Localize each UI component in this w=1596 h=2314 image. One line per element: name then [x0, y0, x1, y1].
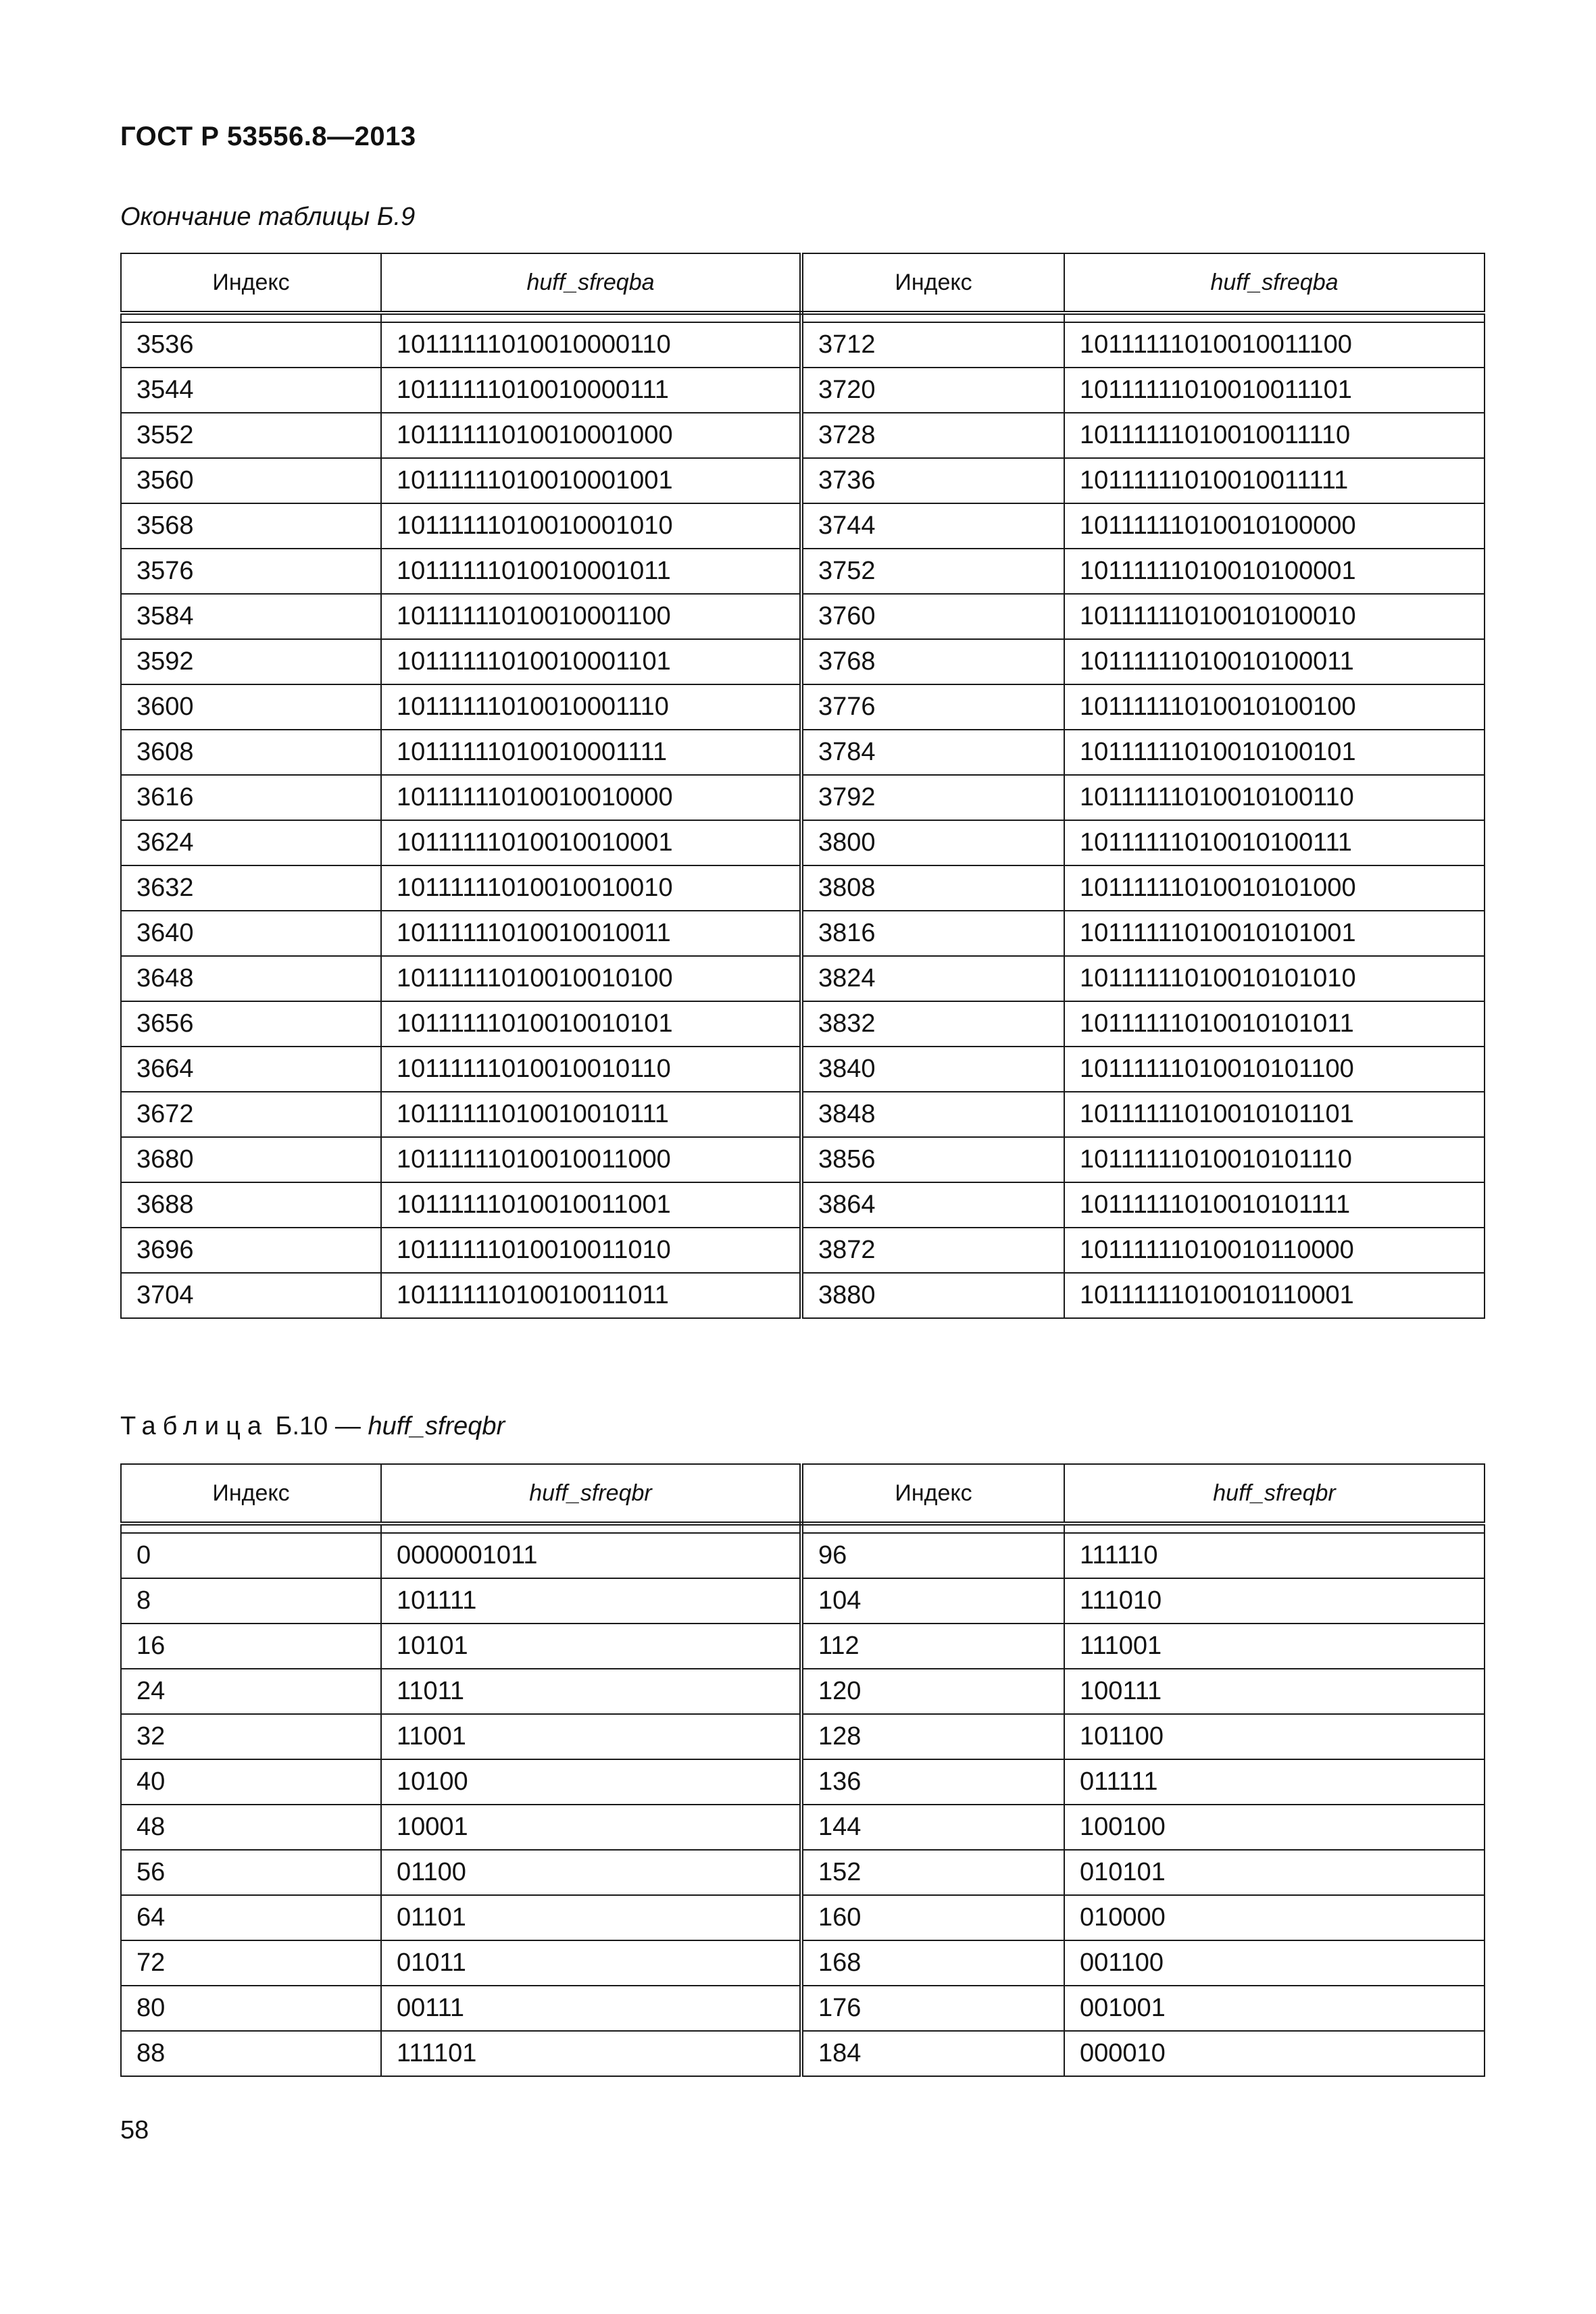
table-row	[121, 413, 1485, 458]
code-cell: 11001	[381, 1714, 801, 1759]
table-row	[121, 1137, 1485, 1182]
code-cell: 10111111010010011010	[381, 1228, 801, 1273]
table-row	[121, 594, 1485, 639]
code-cell: 10111111010010101111	[1064, 1182, 1485, 1228]
code-cell: 101100	[1064, 1714, 1485, 1759]
code-cell: 01101	[381, 1895, 801, 1940]
index-cell: 3752	[801, 549, 1064, 594]
table-row	[121, 1273, 1485, 1318]
index-cell: 3696	[121, 1228, 381, 1273]
index-cell: 3880	[801, 1273, 1064, 1318]
index-cell: 48	[121, 1805, 381, 1850]
code-cell: 10111111010010011000	[381, 1137, 801, 1182]
code-cell: 10111111010010110001	[1064, 1273, 1485, 1318]
code-cell: 11011	[381, 1669, 801, 1714]
code-cell: 0000001011	[381, 1533, 801, 1578]
code-cell: 10101	[381, 1624, 801, 1669]
table-row	[121, 684, 1485, 730]
code-cell: 10111111010010010000	[381, 775, 801, 820]
table-row	[121, 775, 1485, 820]
code-cell: 00111	[381, 1986, 801, 2031]
index-cell: 3784	[801, 730, 1064, 775]
code-cell: 111101	[381, 2031, 801, 2076]
code-cell: 10111111010010010111	[381, 1092, 801, 1137]
code-cell: 10111111010010101001	[1064, 911, 1485, 956]
index-cell: 3560	[121, 458, 381, 503]
index-cell: 3608	[121, 730, 381, 775]
code-cell: 10111111010010010101	[381, 1001, 801, 1047]
table-row	[121, 865, 1485, 911]
code-cell: 10111111010010000111	[381, 368, 801, 413]
code-cell: 10111111010010010011	[381, 911, 801, 956]
table-row	[121, 1533, 1485, 1578]
code-cell: 10111111010010001111	[381, 730, 801, 775]
index-cell: 3632	[121, 865, 381, 911]
index-cell: 88	[121, 2031, 381, 2076]
code-cell: 01011	[381, 1940, 801, 1986]
index-cell: 3688	[121, 1182, 381, 1228]
code-cell: 10111111010010001101	[381, 639, 801, 684]
column-header-index: Индекс	[121, 253, 381, 313]
index-cell: 120	[801, 1669, 1064, 1714]
index-cell: 3832	[801, 1001, 1064, 1047]
code-cell: 10111111010010101101	[1064, 1092, 1485, 1137]
index-cell: 144	[801, 1805, 1064, 1850]
table-row	[121, 911, 1485, 956]
caption-name: huff_sfreqbr	[368, 1412, 505, 1440]
code-cell: 10111111010010100110	[1064, 775, 1485, 820]
column-header-index: Индекс	[801, 253, 1064, 313]
code-cell: 10111111010010010110	[381, 1047, 801, 1092]
table-row	[121, 956, 1485, 1001]
table-row	[121, 1850, 1485, 1895]
table-row	[121, 1578, 1485, 1624]
index-cell: 3856	[801, 1137, 1064, 1182]
code-cell: 10111111010010001001	[381, 458, 801, 503]
code-cell: 10111111010010001010	[381, 503, 801, 549]
index-cell: 3600	[121, 684, 381, 730]
code-cell: 111001	[1064, 1624, 1485, 1669]
table-row	[121, 1940, 1485, 1986]
code-cell: 10111111010010100101	[1064, 730, 1485, 775]
table-b9-body	[121, 322, 1485, 1318]
code-cell: 100100	[1064, 1805, 1485, 1850]
index-cell: 3616	[121, 775, 381, 820]
column-header-code: huff_sfreqba	[1064, 253, 1485, 313]
code-cell: 10111111010010100001	[1064, 549, 1485, 594]
index-cell: 128	[801, 1714, 1064, 1759]
table-b10	[120, 1463, 1485, 2077]
page-number: 58	[120, 2116, 149, 2144]
code-cell: 10111111010010011100	[1064, 322, 1485, 368]
table-row	[121, 458, 1485, 503]
index-cell: 3712	[801, 322, 1064, 368]
code-cell: 10111111010010011111	[1064, 458, 1485, 503]
index-cell: 136	[801, 1759, 1064, 1805]
index-cell: 3544	[121, 368, 381, 413]
index-cell: 3768	[801, 639, 1064, 684]
code-cell: 10111111010010100100	[1064, 684, 1485, 730]
code-cell: 10111111010010010010	[381, 865, 801, 911]
code-cell: 10111111010010110000	[1064, 1228, 1485, 1273]
code-cell: 10111111010010100011	[1064, 639, 1485, 684]
table-row	[121, 1228, 1485, 1273]
code-cell: 10001	[381, 1805, 801, 1850]
table-row	[121, 1624, 1485, 1669]
index-cell: 168	[801, 1940, 1064, 1986]
code-cell: 100111	[1064, 1669, 1485, 1714]
index-cell: 152	[801, 1850, 1064, 1895]
column-header-code: huff_sfreqbr	[1064, 1464, 1485, 1524]
code-cell: 10111111010010001100	[381, 594, 801, 639]
index-cell: 3760	[801, 594, 1064, 639]
code-cell: 001001	[1064, 1986, 1485, 2031]
caption-number: Б.10 —	[268, 1412, 368, 1440]
code-cell: 10111111010010011001	[381, 1182, 801, 1228]
code-cell: 000010	[1064, 2031, 1485, 2076]
table-row	[121, 1047, 1485, 1092]
index-cell: 3808	[801, 865, 1064, 911]
index-cell: 160	[801, 1895, 1064, 1940]
table-row	[121, 730, 1485, 775]
index-cell: 56	[121, 1850, 381, 1895]
index-cell: 24	[121, 1669, 381, 1714]
index-cell: 3664	[121, 1047, 381, 1092]
index-cell: 72	[121, 1940, 381, 1986]
index-cell: 3672	[121, 1092, 381, 1137]
table-row	[121, 1805, 1485, 1850]
table-row	[121, 1092, 1485, 1137]
index-cell: 3704	[121, 1273, 381, 1318]
code-cell: 010101	[1064, 1850, 1485, 1895]
caption-prefix: Таблица	[120, 1412, 268, 1440]
index-cell: 104	[801, 1578, 1064, 1624]
code-cell: 10111111010010011110	[1064, 413, 1485, 458]
table-b10-body	[121, 1533, 1485, 2076]
column-header-index: Индекс	[801, 1464, 1064, 1524]
code-cell: 10111111010010101000	[1064, 865, 1485, 911]
index-cell: 80	[121, 1986, 381, 2031]
code-cell: 111010	[1064, 1578, 1485, 1624]
index-cell: 64	[121, 1895, 381, 1940]
index-cell: 3536	[121, 322, 381, 368]
table-row	[121, 820, 1485, 865]
table-b9	[120, 253, 1485, 1319]
table-row	[121, 1669, 1485, 1714]
table-row	[121, 639, 1485, 684]
code-cell: 10111111010010101010	[1064, 956, 1485, 1001]
index-cell: 3576	[121, 549, 381, 594]
code-cell: 10111111010010101011	[1064, 1001, 1485, 1047]
index-cell: 40	[121, 1759, 381, 1805]
code-cell: 10111111010010001011	[381, 549, 801, 594]
index-cell: 3824	[801, 956, 1064, 1001]
table-row	[121, 1895, 1485, 1940]
code-cell: 10111111010010101100	[1064, 1047, 1485, 1092]
code-cell: 10111111010010100010	[1064, 594, 1485, 639]
index-cell: 3848	[801, 1092, 1064, 1137]
column-header-index: Индекс	[121, 1464, 381, 1524]
code-cell: 010000	[1064, 1895, 1485, 1940]
table-b9-caption: Окончание таблицы Б.9	[120, 203, 416, 231]
index-cell: 3776	[801, 684, 1064, 730]
table-row	[121, 2031, 1485, 2076]
table-row	[121, 322, 1485, 368]
index-cell: 184	[801, 2031, 1064, 2076]
code-cell: 10111111010010010001	[381, 820, 801, 865]
index-cell: 3872	[801, 1228, 1064, 1273]
code-cell: 10111111010010011011	[381, 1273, 801, 1318]
index-cell: 3680	[121, 1137, 381, 1182]
code-cell: 111110	[1064, 1533, 1485, 1578]
index-cell: 0	[121, 1533, 381, 1578]
index-cell: 3584	[121, 594, 381, 639]
index-cell: 3592	[121, 639, 381, 684]
code-cell: 10111111010010100111	[1064, 820, 1485, 865]
index-cell: 32	[121, 1714, 381, 1759]
index-cell: 176	[801, 1986, 1064, 2031]
index-cell: 3736	[801, 458, 1064, 503]
table-row	[121, 503, 1485, 549]
index-cell: 3568	[121, 503, 381, 549]
index-cell: 8	[121, 1578, 381, 1624]
index-cell: 3728	[801, 413, 1064, 458]
column-header-code: huff_sfreqbr	[381, 1464, 801, 1524]
document-header: ГОСТ Р 53556.8—2013	[120, 122, 416, 151]
index-cell: 3744	[801, 503, 1064, 549]
table-b10-header-row	[121, 1464, 1485, 1524]
code-cell: 01100	[381, 1850, 801, 1895]
index-cell: 3552	[121, 413, 381, 458]
table-row	[121, 549, 1485, 594]
index-cell: 3656	[121, 1001, 381, 1047]
index-cell: 3840	[801, 1047, 1064, 1092]
column-header-code: huff_sfreqba	[381, 253, 801, 313]
table-row	[121, 368, 1485, 413]
table-row	[121, 1986, 1485, 2031]
code-cell: 10111111010010011101	[1064, 368, 1485, 413]
index-cell: 3640	[121, 911, 381, 956]
code-cell: 101111	[381, 1578, 801, 1624]
code-cell: 011111	[1064, 1759, 1485, 1805]
table-row	[121, 1182, 1485, 1228]
index-cell: 3816	[801, 911, 1064, 956]
index-cell: 3624	[121, 820, 381, 865]
table-row	[121, 1759, 1485, 1805]
table-b10-caption	[120, 1412, 505, 1441]
code-cell: 10111111010010010100	[381, 956, 801, 1001]
code-cell: 10111111010010100000	[1064, 503, 1485, 549]
index-cell: 3864	[801, 1182, 1064, 1228]
index-cell: 96	[801, 1533, 1064, 1578]
table-row	[121, 1714, 1485, 1759]
code-cell: 10111111010010001000	[381, 413, 801, 458]
index-cell: 3792	[801, 775, 1064, 820]
index-cell: 112	[801, 1624, 1064, 1669]
index-cell: 3648	[121, 956, 381, 1001]
index-cell: 16	[121, 1624, 381, 1669]
table-row	[121, 1001, 1485, 1047]
code-cell: 10111111010010000110	[381, 322, 801, 368]
code-cell: 10100	[381, 1759, 801, 1805]
code-cell: 10111111010010101110	[1064, 1137, 1485, 1182]
table-b9-header-row	[121, 253, 1485, 313]
index-cell: 3720	[801, 368, 1064, 413]
index-cell: 3800	[801, 820, 1064, 865]
code-cell: 10111111010010001110	[381, 684, 801, 730]
code-cell: 001100	[1064, 1940, 1485, 1986]
